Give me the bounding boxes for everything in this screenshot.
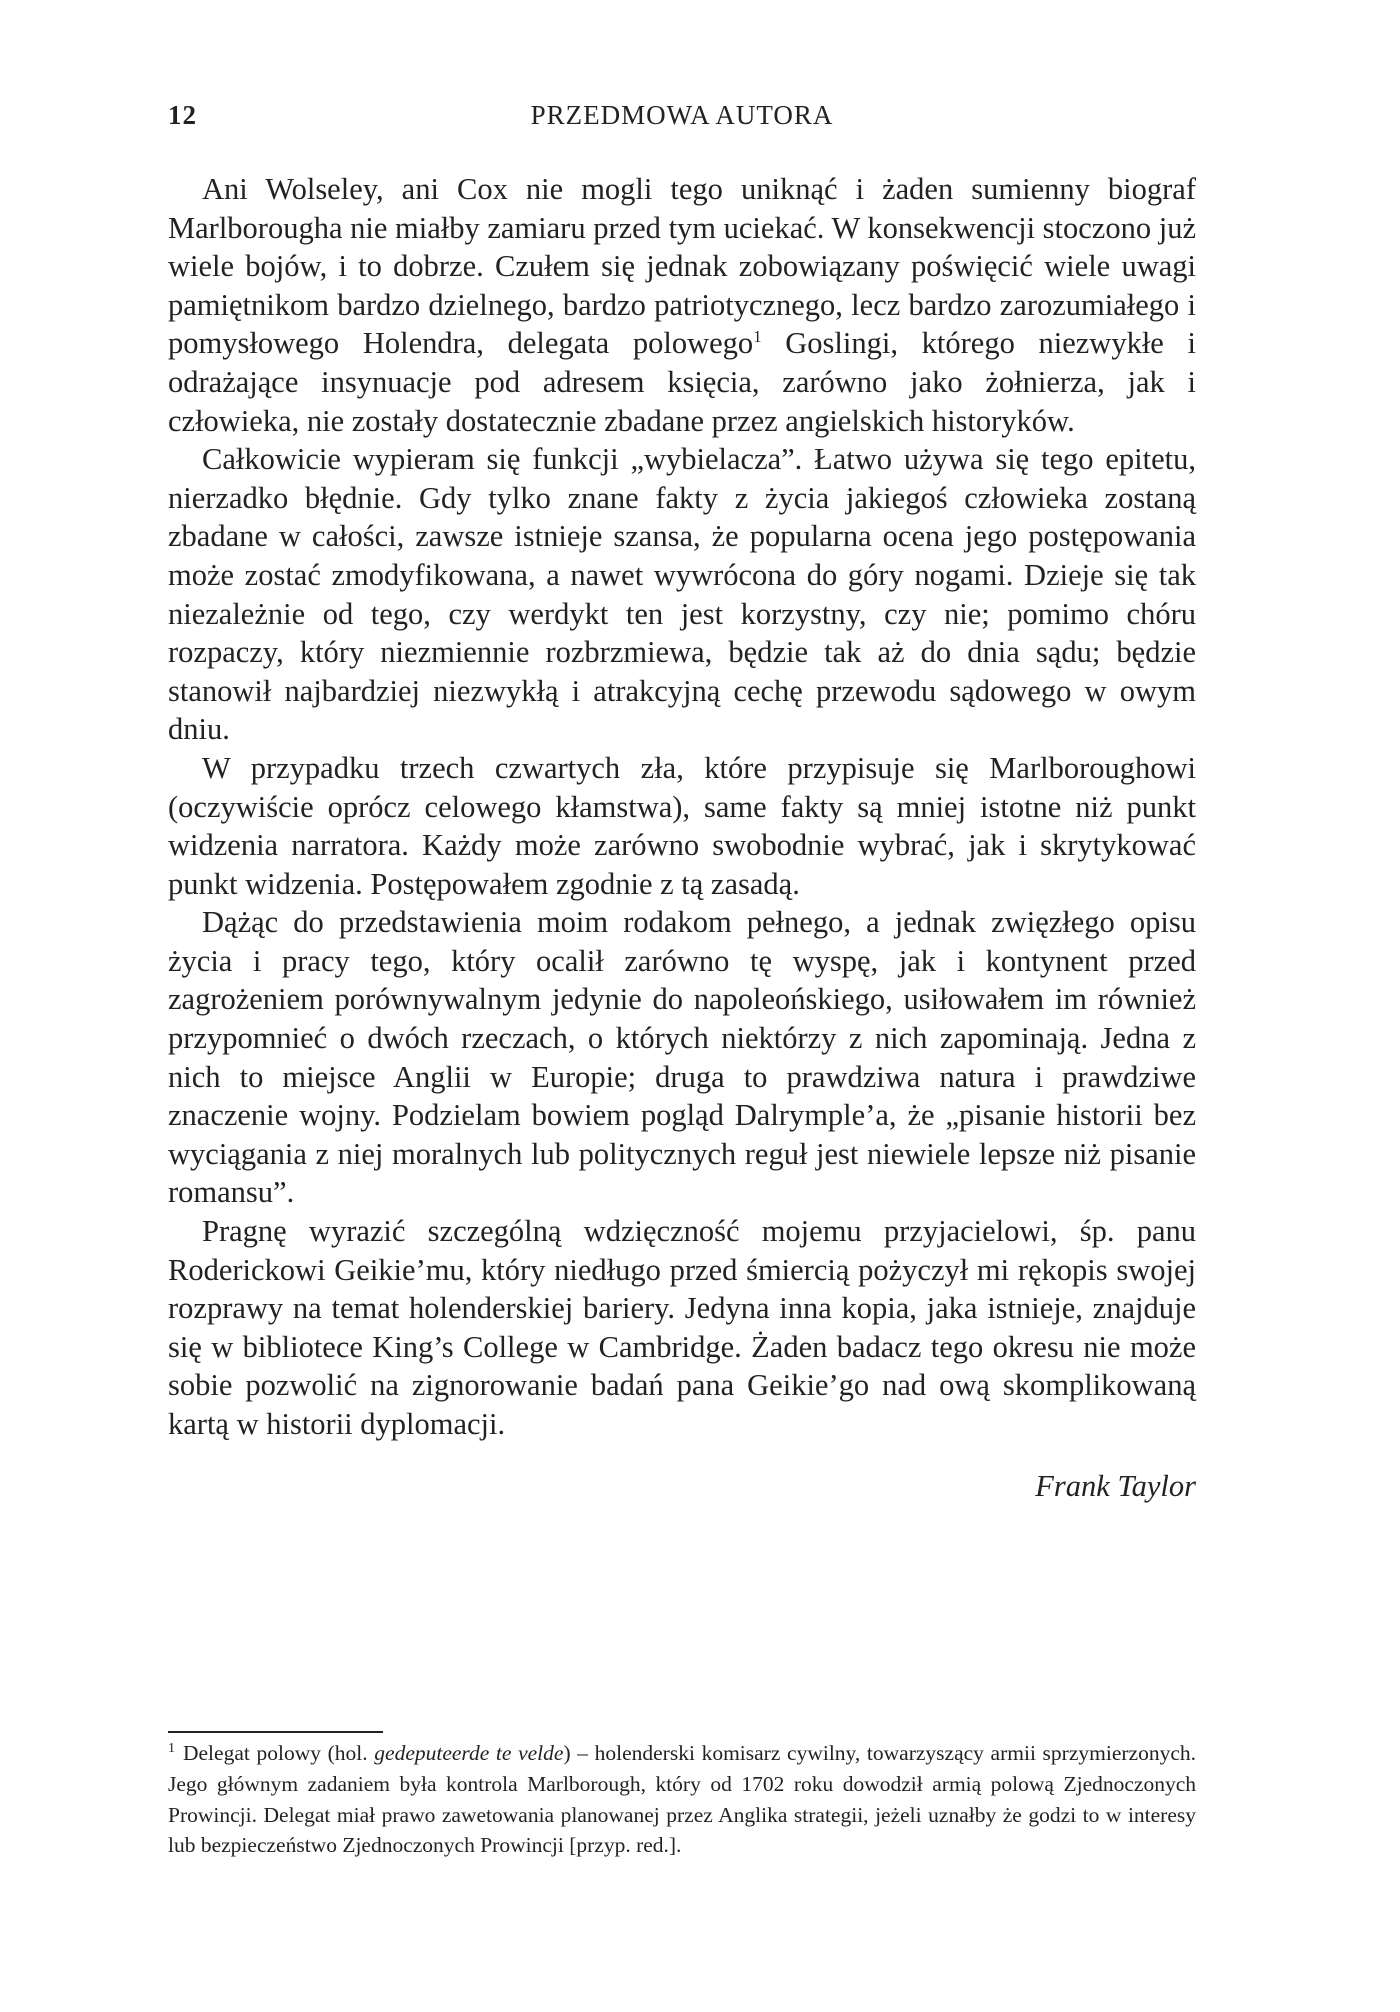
- footnote-text-b: ) – holenderski komisarz cywilny, towarzyszący armii sprzymierzonych. Jego głównym zadaniem była kontrola Marlborough, który od 1702 roku dowodził armią polową Zjednoczonych Prowincji. Delegat miał prawo zawetowania planowanej przez Anglika strategii, jeżeli uznałby że godzi to w interesy lub bezpieczeństwo Zjednoczonych Prowincji [przyp. red.].: [168, 1741, 1196, 1858]
- body-text: [168, 170, 1196, 1444]
- paragraph-1-text-a: Ani Wolseley, ani Cox nie mogli tego uniknąć i żaden sumienny biograf Marlborougha nie miałby zamiaru przed tym uciekać. W konsekwencji stoczono już wiele bojów, i to dobrze. Czułem się jednak zobowiązany poświęcić wiele uwagi pamiętnikom bardzo dzielnego, bardzo patriotycznego, lecz bardzo zarozumiałego i pomysłowego Holendra, delegata polowego: [168, 172, 1196, 361]
- footnote-reference[interactable]: 1: [753, 327, 762, 347]
- paragraph-5: Pragnę wyrazić szczególną wdzięczność mojemu przyjacielowi, śp. panu Roderickowi Geikie’mu, który niedługo przed śmiercią pożyczył mi rękopis swojej rozprawy na temat holenderskiej bariery. Jedyna inna kopia, jaka istnieje, znajduje się w bibliotece King’s College w Cambridge. Żaden badacz tego okresu nie może sobie pozwolić na zignorowanie badań pana Geikie’go nad ową skomplikowaną kartą w historii dyplomacji.: [168, 1214, 1196, 1441]
- author-signature: Frank Taylor: [1035, 1469, 1196, 1503]
- page-number: 12: [168, 100, 197, 130]
- paragraph-1-text-b: Goslingi, którego niezwykłe i odrażające insynuacje pod adresem księcia, zarówno jako żołnierza, jak i człowieka, nie zostały dostatecznie zbadane przez angielskich historyków.: [168, 326, 1196, 438]
- paragraph-1: [168, 170, 1196, 440]
- footnote-italic-term: gedeputeerde te velde: [374, 1741, 564, 1765]
- running-head: [168, 100, 1196, 140]
- running-title: PRZEDMOWA AUTORA: [530, 100, 834, 130]
- footnote-divider: [168, 1731, 383, 1733]
- footnote-1: [168, 1738, 1196, 1861]
- footnotes: [168, 1738, 1196, 1861]
- footnote-mark: 1: [168, 1740, 175, 1756]
- paragraph-4: Dążąc do przedstawienia moim rodakom pełnego, a jednak zwięzłego opisu życia i pracy tego, który ocalił zarówno tę wyspę, jak i kontynent przed zagrożeniem porównywalnym jedynie do napoleońskiego, usiłowałem im również przypomnieć o dwóch rzeczach, o których niektórzy z nich zapominają. Jedna z nich to miejsce Anglii w Europie; druga to prawdziwa natura i prawdziwe znaczenie wojny. Podzielam bowiem pogląd Dalrymple’a, że „pisanie historii bez wyciągania z niej moralnych lub politycznych reguł jest niewiele lepsze niż pisanie romansu”.: [168, 905, 1196, 1210]
- paragraph-3: W przypadku trzech czwartych zła, które przypisuje się Marlboroughowi (oczywiście oprócz celowego kłamstwa), same fakty są mniej istotne niż punkt widzenia narratora. Każdy może zarówno swobodnie wybrać, jak i skrytykować punkt widzenia. Postępowałem zgodnie z tą zasadą.: [168, 750, 1196, 901]
- paragraph-2: Całkowicie wypieram się funkcji „wybielacza”. Łatwo używa się tego epitetu, nierzadko błędnie. Gdy tylko znane fakty z życia jakiegoś człowieka zostaną zbadane w całości, zawsze istnieje szansa, że popularna ocena jego postępowania może zostać zmodyfikowana, a nawet wywrócona do góry nogami. Dzieje się tak niezależnie od tego, czy werdykt ten jest korzystny, czy nie; pomimo chóru rozpaczy, który niezmiennie rozbrzmiewa, będzie tak aż do dnia sądu; będzie stanowił najbardziej niezwykłą i atrakcyjną cechę przewodu sądowego w owym dniu.: [168, 442, 1196, 747]
- footnote-text-a: Delegat polowy (hol.: [182, 1741, 375, 1765]
